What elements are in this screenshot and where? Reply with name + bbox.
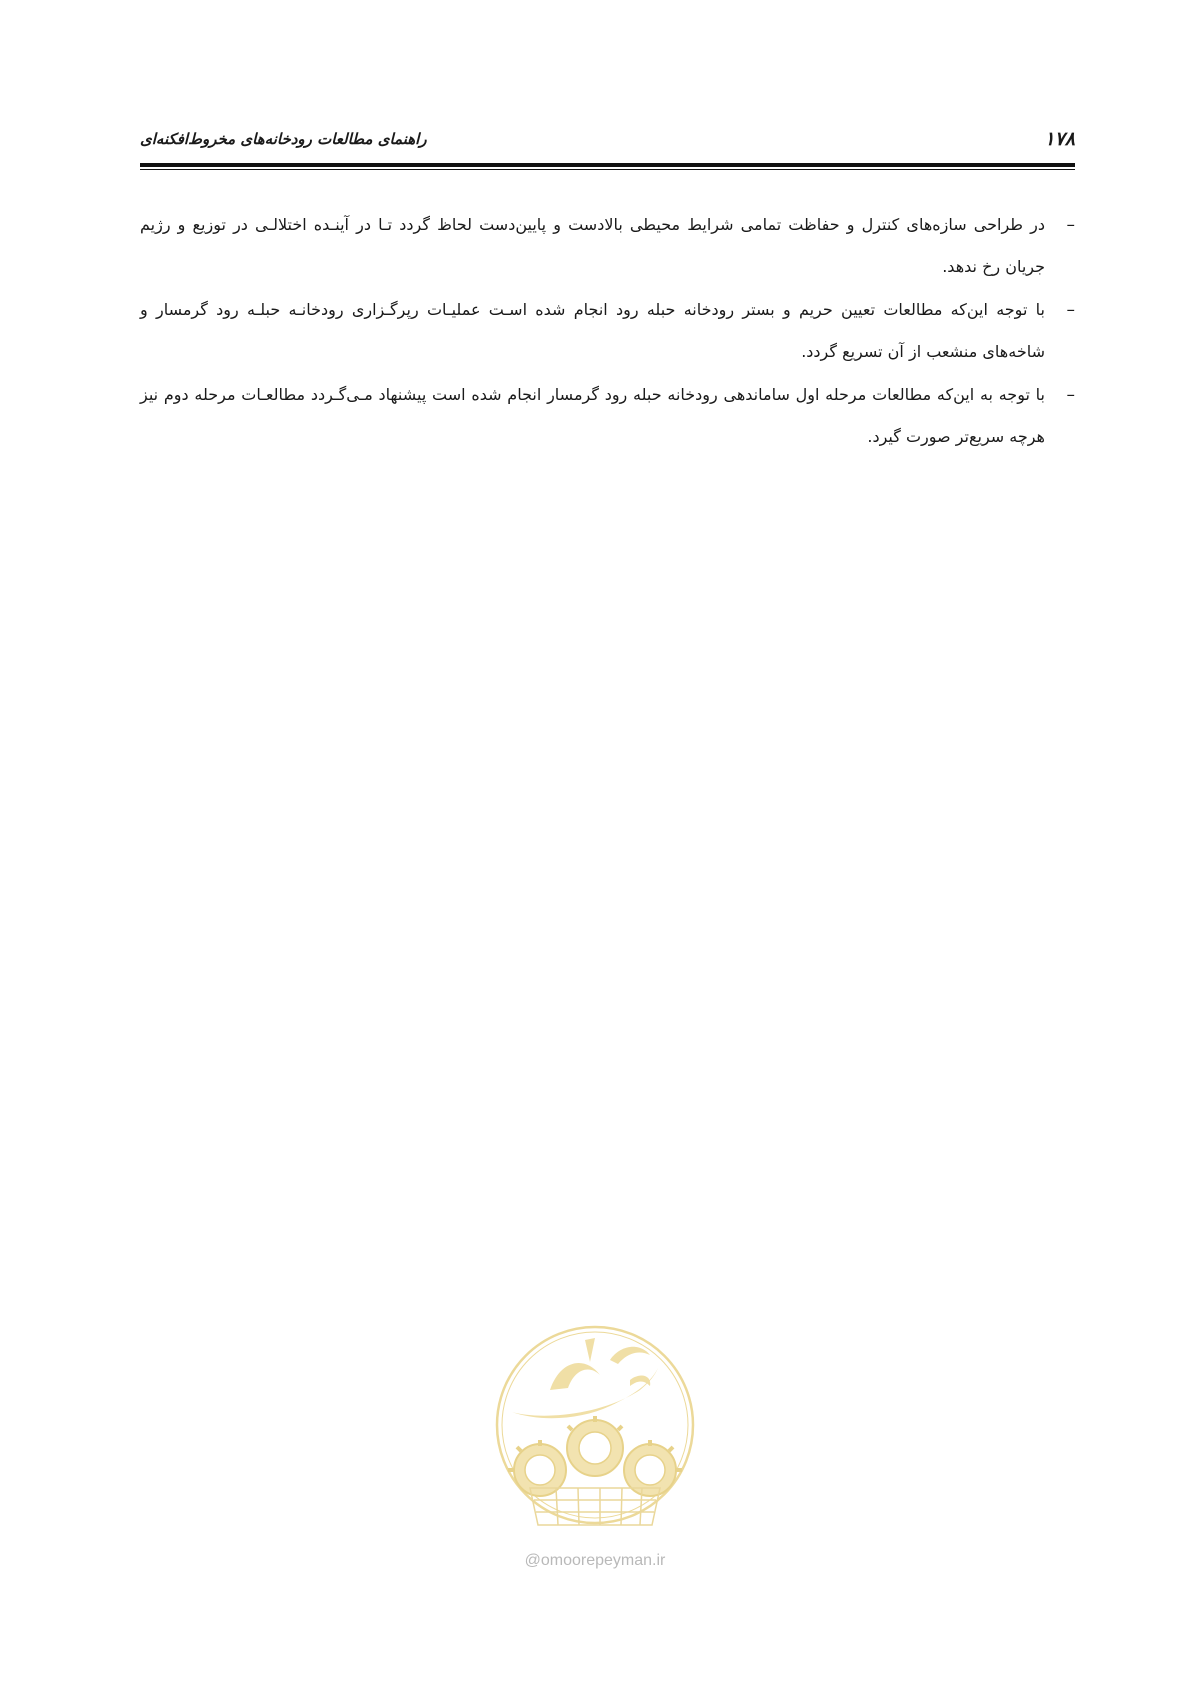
list-item xyxy=(140,204,1075,288)
recommendations-list xyxy=(140,215,1075,470)
watermark xyxy=(490,1320,700,1600)
bullet-dash: – xyxy=(1066,300,1075,320)
watermark-logo xyxy=(490,1320,700,1545)
watermark-url xyxy=(490,1552,700,1570)
header-rule-thin xyxy=(140,169,1075,170)
watermark-url-text: omoorepeyman.ir xyxy=(540,1552,666,1569)
list-item-text: با توجه به این‌که مطالعات مرحله اول ساماندهی رودخانه حبله رود گرمسار انجام شده است پیشنهاد مـی‌گـردد مطالعـات مرحله دوم نیز هرچه سریع‌تر صورت گیرد. xyxy=(140,385,1045,446)
at-icon: @ xyxy=(524,1552,541,1569)
header-rule-thick xyxy=(140,163,1075,167)
bullet-dash: – xyxy=(1066,385,1075,405)
running-header xyxy=(140,128,1075,158)
list-item-text: با توجه این‌که مطالعات تعیین حریم و بستر رودخانه حبله رود انجام شده اسـت عملیـات رپرگـزاری رودخانـه حبلـه رود گرمسار و شاخه‌های منشعب از آن تسریع گردد. xyxy=(140,300,1045,361)
list-item xyxy=(140,374,1075,458)
book-title: راهنمای مطالعات رودخانه‌های مخروط‌افکنه‌ای xyxy=(140,130,427,148)
list-item xyxy=(140,289,1075,373)
bullet-dash: – xyxy=(1066,215,1075,235)
page-number: ۱۷۸ xyxy=(1044,128,1075,150)
list-item-text: در طراحی سازه‌های کنترل و حفاظت تمامی شرایط محیطی بالادست و پایین‌دست لحاظ گردد تـا در آینـده اختلالـی در توزیع و رژیم جریان رخ ندهد. xyxy=(140,215,1045,276)
